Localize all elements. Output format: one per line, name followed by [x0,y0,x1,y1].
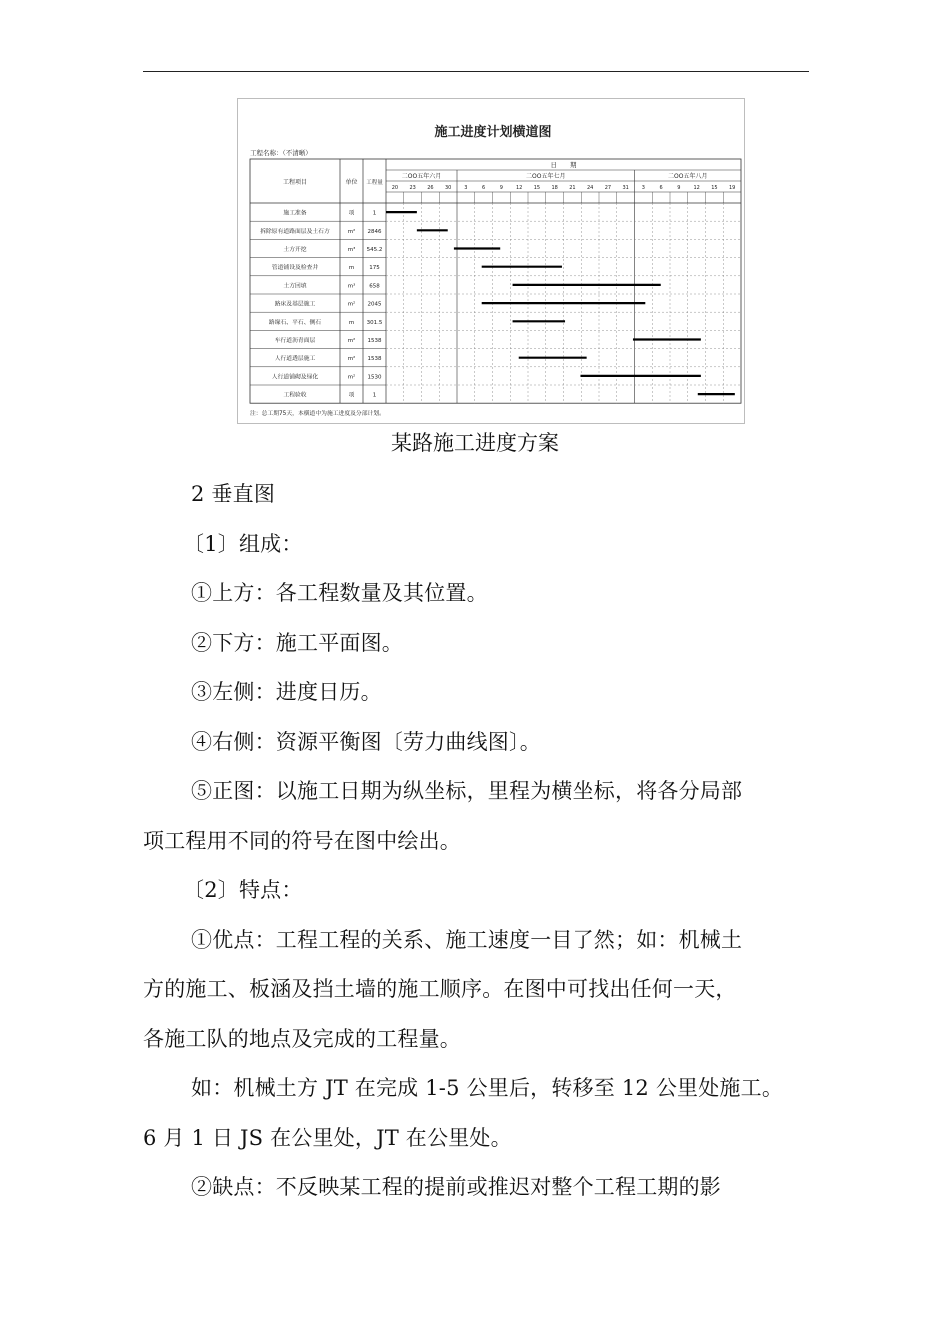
header-day: 26 [427,185,434,191]
row-quantity: 1538 [367,338,382,344]
paragraph: 6 月 1 日 JS 在公里处，JT 在公里处。 [143,1125,512,1150]
project-line: 工程名称：（不清晰） [250,149,312,157]
row-name: 工程验收 [283,392,307,399]
header-day: 31 [622,185,629,191]
paragraph: ②缺点：不反映某工程的提前或推迟对整个工程工期的影 [191,1175,721,1199]
header-day: 23 [409,185,416,191]
row-quantity: 2846 [367,228,382,235]
paragraph: ①优点：工程工程的关系、施工速度一目了然；如：机械土 [191,927,743,952]
row-quantity: 1530 [367,374,382,381]
paragraph: 各施工队的地点及完成的工程量。 [143,1026,461,1051]
paragraph: 项工程用不同的符号在图中绘出。 [143,828,461,853]
header-month: 二OO五年六月 [401,173,442,180]
header-day: 12 [515,185,523,191]
header-month: 二OO五年八月 [668,173,708,180]
gantt-grid [250,159,741,417]
paragraph: ④右侧：资源平衡图〔劳力曲线图〕。 [191,729,541,754]
row-name: 路缘石、平石、侧石 [268,319,322,326]
row-unit: m [348,319,355,326]
row-quantity: 545.2 [366,247,383,253]
paragraph: ①上方：各工程数量及其位置。 [191,581,488,605]
row-name: 人行道铺砌及绿化 [271,374,319,381]
row-quantity: 1 [372,210,377,217]
paragraph: ②下方：施工平面图。 [191,630,403,655]
header-day: 6 [482,185,486,191]
row-quantity: 1538 [367,356,382,363]
row-unit: m³ [347,283,356,290]
row-quantity: 2045 [367,301,382,308]
row-name: 拆除原有道路面层及土石方 [260,228,330,235]
header-day: 15 [711,185,718,191]
row-name: 管道铺设及检查井 [271,265,319,272]
header-month: 二OO五年七月 [526,173,566,180]
subheading-composition: 〔1〕组成： [183,531,303,556]
paragraph: 如：机械土方 JT 在完成 1-5 公里后，转移至 12 公里处施工。 [191,1076,784,1100]
header-day: 30 [444,185,452,191]
header-item: 工程项目 [282,179,308,186]
header-day: 12 [693,185,700,191]
row-name: 车行道沥青面层 [274,338,316,344]
row-quantity: 175 [369,265,380,272]
row-unit: m² [347,301,356,308]
row-unit: m [348,265,355,272]
header-quantity: 工程量 [366,180,383,186]
row-name: 人行道透层施工 [274,356,316,363]
row-name: 施工准备 [283,210,307,217]
paragraph: 方的施工、板涵及挡土墙的施工顺序。在图中可找出任何一天， [143,977,737,1001]
row-unit: 项 [348,392,355,399]
row-quantity: 1 [372,392,377,399]
header-unit: 单位 [345,179,358,186]
row-unit: m² [347,356,356,363]
gantt-note: 注：总工期75天，本横道中为施工进度及分部计划。 [250,411,385,418]
header-day: 18 [551,185,558,191]
header-day: 3 [464,185,468,191]
header-day: 27 [604,185,612,191]
row-name: 土方开挖 [283,247,307,253]
gantt-figure [237,98,745,424]
header-day: 24 [586,185,594,191]
header-rule [143,71,809,72]
header-day: 20 [391,185,399,191]
header-day: 15 [533,185,541,191]
subheading-features: 〔2〕特点： [183,878,303,902]
row-unit: m² [347,338,356,344]
header-day: 6 [659,185,663,191]
header-day: 9 [677,185,681,191]
row-unit: m³ [347,247,356,253]
paragraph: ⑤正图：以施工日期为纵坐标，里程为横坐标，将各分局部 [191,779,743,803]
body-text [143,470,823,1213]
gantt-chart [238,99,744,423]
row-unit: m² [347,374,356,381]
section-heading-vertical-chart: 2 垂直图 [191,482,276,506]
header-day: 3 [641,185,645,191]
row-unit: 项 [348,210,355,217]
figure-caption: 某路施工进度方案 [391,431,559,455]
row-name: 土方回填 [283,283,307,290]
header-date-group: 日 期 [550,161,577,169]
paragraph: ③左侧：进度日历。 [191,680,382,704]
row-quantity: 658 [369,283,380,290]
header-day: 21 [569,185,576,191]
row-name: 路床及基层施工 [274,301,316,308]
header-day: 9 [499,185,503,191]
header-day: 19 [728,185,736,191]
gantt-title: 施工进度计划横道图 [434,125,552,140]
row-quantity: 301.5 [366,319,383,326]
row-unit: m² [347,228,356,235]
